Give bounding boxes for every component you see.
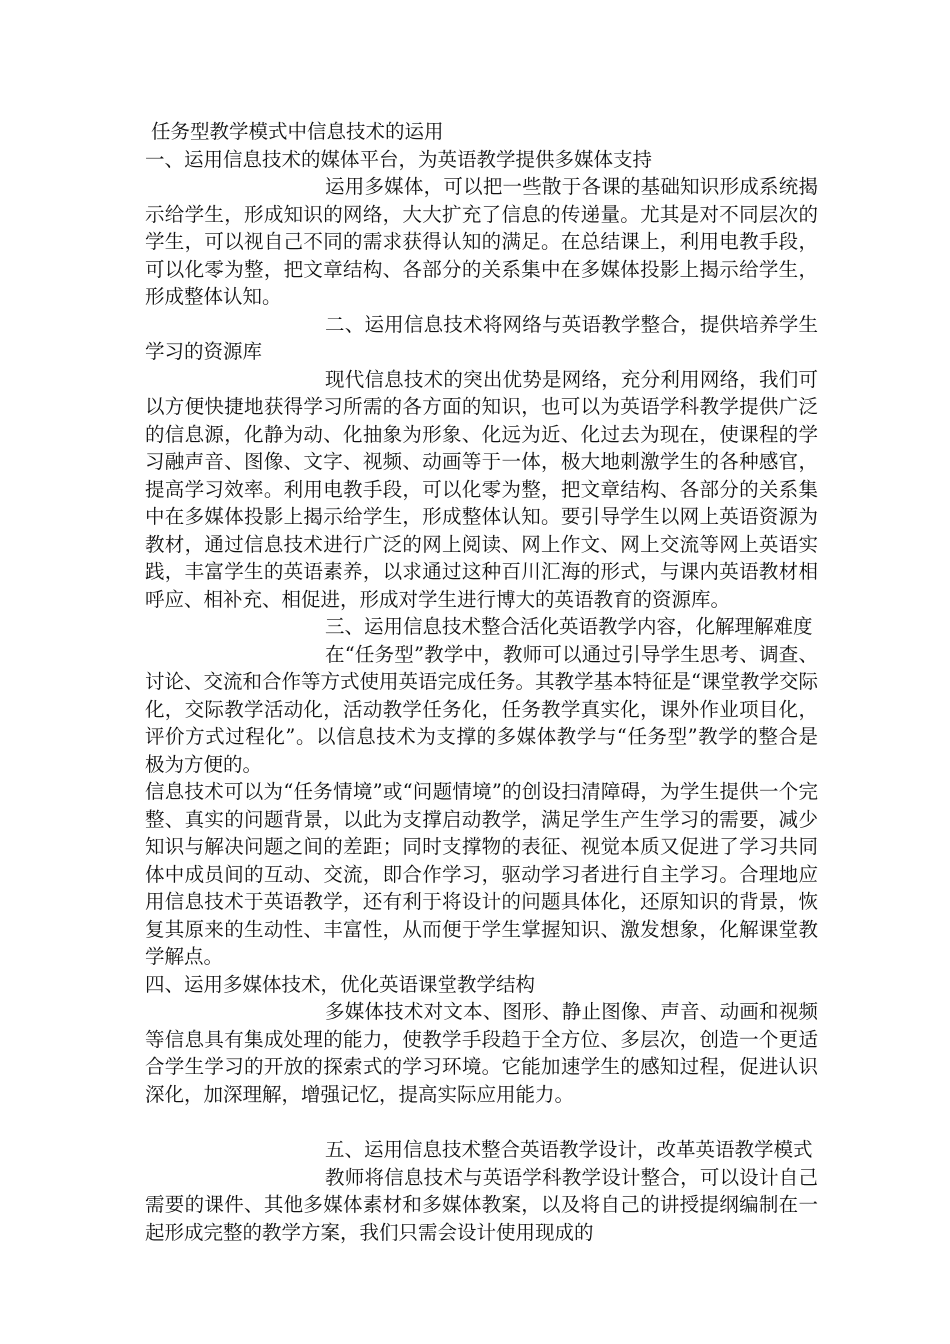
section-heading-2: 二、运用信息技术将网络与英语教学整合，提供培养学生学习的资源库 (145, 312, 818, 363)
paragraph-1: 运用多媒体，可以把一些散于各课的基础知识形成系统揭示给学生，形成知识的网络，大大扩充了信息的传递量。尤其是对不同层次的学生，可以视自己不同的需求获得认知的满足。在总结课上，利用电教手段，可以化零为整，把文章结构、各部分的关系集中在多媒体投影上揭示给学生，形成整体认知。 (145, 175, 818, 308)
section-heading-5: 五、运用信息技术整合英语教学设计，改革英语教学模式 (325, 1138, 813, 1161)
paragraph-3: 在“任务型”教学中，教师可以通过引导学生思考、调查、讨论、交流和合作等方式使用英语完成任务。其教学基本特征是“课堂教学交际化，交际教学活动化，活动教学任务化，任务教学真实化，课外作业项目化，评价方式过程化”。以信息技术为支撑的多媒体教学与“任务型”教学的整合是极为方便的。 (145, 642, 818, 776)
document-page (145, 118, 818, 1246)
paragraph-gap (145, 1108, 818, 1136)
document-title: 任务型教学模式中信息技术的运用 (151, 120, 444, 143)
section-heading-1: 一、运用信息技术的媒体平台，为英语教学提供多媒体支持 (145, 147, 653, 171)
paragraph-4: 信息技术可以为“任务情境”或“问题情境”的创设扫清障碍，为学生提供一个完整、真实的问题背景，以此为支撑启动教学，满足学生产生学习的需要，减少知识与解决问题之间的差距；同时支撑物的表征、视觉本质又促进了学习共同体中成员间的互动、交流，即合作学习，驱动学习者进行自主学习。合理地应用信息技术于英语教学，还有利于将设计的问题具体化，还原知识的背景，恢复其原来的生动性、丰富性，从而便于学生掌握知识、激发想象，化解课堂教学解点。 (145, 780, 818, 968)
section-heading-3: 三、运用信息技术整合活化英语教学内容，化解理解难度 (325, 615, 813, 638)
paragraph-5: 多媒体技术对文本、图形、静止图像、声音、动画和视频等信息具有集成处理的能力，使教学手段趋于全方位、多层次，创造一个更适合学生学习的开放的探索式的学习环境。它能加速学生的感知过程，促进认识深化，加深理解，增强记忆，提高实际应用能力。 (145, 1000, 818, 1106)
paragraph-6: 教师将信息技术与英语学科教学设计整合，可以设计自己需要的课件、其他多媒体素材和多媒体教案，以及将自己的讲授提纲编制在一起形成完整的教学方案，我们只需会设计使用现成的 (145, 1165, 818, 1244)
section-heading-4: 四、运用多媒体技术，优化英语课堂教学结构 (145, 972, 536, 996)
paragraph-2: 现代信息技术的突出优势是网络，充分利用网络，我们可以方便快捷地获得学习所需的各方面的知识，也可以为英语学科教学提供广泛的信息源，化静为动、化抽象为形象、化远为近、化过去为现在，使课程的学习融声音、图像、文字、视频、动画等于一体，极大地刺激学生的各种感官，提高学习效率。利用电教手段，可以化零为整，把文章结构、各部分的关系集中在多媒体投影上揭示给学生，形成整体认知。要引导学生以网上英语资源为教材，通过信息技术进行广泛的网上阅读、网上作文、网上交流等网上英语实践，丰富学生的英语素养，以求通过这种百川汇海的形式，与课内英语教材相呼应、相补充、相促进，形成对学生进行博大的英语教育的资源库。 (145, 367, 818, 611)
